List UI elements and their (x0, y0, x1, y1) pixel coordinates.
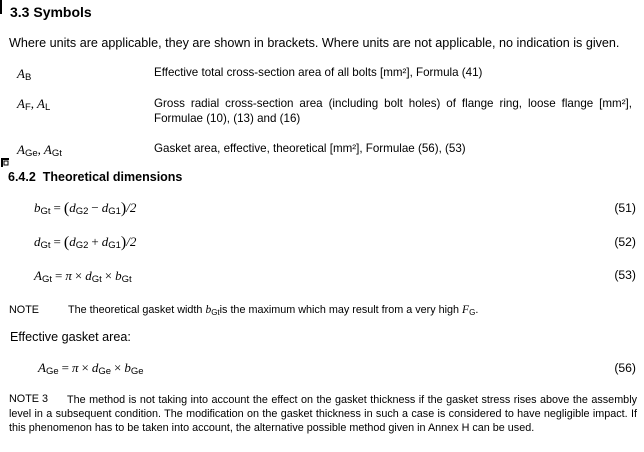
note3-label: NOTE 3 (9, 393, 48, 405)
note-text: The theoretical gasket width $b_{Gt}is$ the maximum which may result from a very high $F_G$. (68, 304, 479, 317)
subsection-heading (8, 170, 182, 184)
equation-56: $A_{Ge} = \pi \times d_{Ge} \times b_{Ge}$ (38, 360, 144, 377)
equation-51: $b_{Gt} = (d_{G2} - d_{G1})/2$ (34, 200, 137, 217)
section-heading (10, 4, 92, 20)
margin-change-bar (0, 0, 2, 14)
subsection-number: 6.4.2 (8, 170, 36, 184)
effective-gasket-area-label: Effective gasket area: (10, 330, 131, 344)
section-title: Symbols (33, 4, 92, 20)
equation-53-number: (53) (614, 268, 636, 282)
symbol-af-al: $A_F$, $A_L$ (17, 96, 51, 113)
note3-text: The method is not taking into account the effect on the gasket thickness if the gasket stress rises above the assembly level in a subsequent condition. The modification on the gasket thickness in such a case is considered to have negligible impact. If this phenomenon has to be taken into account, the alternative possible method given in Annex H can be used. (9, 394, 637, 434)
equation-52-number: (52) (614, 235, 636, 249)
intro-paragraph: Where units are applicable, they are shown in brackets. Where units are not applicable, no indication is given. (9, 36, 620, 50)
equation-51-number: (51) (614, 201, 636, 215)
equation-56-number: (56) (614, 361, 636, 375)
symbol-af-al-description: Gross radial cross-section area (including bolt holes) of flange ring, loose flange [mm²], Formulae (10), (13) and (16) (154, 97, 632, 125)
note-label: NOTE (9, 304, 39, 316)
symbol-ab: $A_B$ (17, 66, 32, 83)
symbol-age-agt: $A_{Ge}$, $A_{Gt}$ (17, 142, 62, 159)
equation-52: $d_{Gt} = (d_{G2} + d_{G1})/2$ (34, 234, 137, 251)
equation-53: $A_{Gt} = \pi \times d_{Gt} \times b_{Gt}$ (34, 268, 132, 285)
anchor-icon (1, 158, 10, 167)
symbol-ab-description: Effective total cross-section area of all bolts [mm²], Formula (41) (154, 66, 483, 79)
subsection-title: Theoretical dimensions (42, 170, 183, 184)
symbol-age-agt-description: Gasket area, effective, theoretical [mm²], Formulae (56), (53) (154, 142, 466, 155)
section-number: 3.3 (10, 4, 30, 20)
